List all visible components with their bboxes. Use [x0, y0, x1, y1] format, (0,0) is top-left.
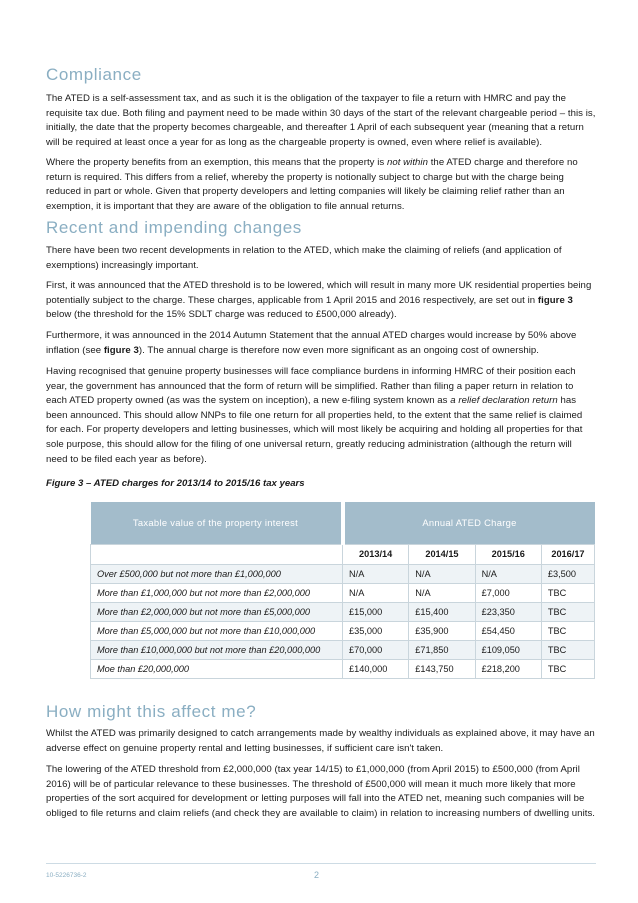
- year-header: 2013/14: [343, 544, 409, 564]
- recent-paragraph-4: Having recognised that genuine property businesses will face compliance burdens in informing HMRC of their position each year, the government has announced that the form of return will be simplified. Rather than filing a paper return in relation to each ATED property owned (as was the system on inception), a new e-filing system known as a relief declaration return has been announced. This should allow NNPs to file one return for all properties held, to the extent that the same relief is claimed for each. For property developers and letting businesses, which will most likely be acquiring and holding all properties for that sole purpose, this should allow for the filing of one universal return, greatly reducing administration (although the return will need to be filed each year as before).: [46, 366, 583, 465]
- charge-cell: £143,750: [409, 659, 475, 678]
- charge-cell: TBC: [541, 640, 594, 659]
- compliance-paragraph-1: The ATED is a self-assessment tax, and as such it is the obligation of the taxpayer to file a return with HMRC and pay the requisite tax due. Both filing and payment need to be made within 30 days of the start of the relevant chargeable period – this is, initially, the date that the property becomes chargeable, and thereafter 1 April of each subsequent year (meaning that a return will be required at least once a year for as long as the chargeable property is owned, even where relief is available).: [46, 93, 596, 148]
- charge-cell: N/A: [343, 564, 409, 583]
- year-header: 2014/15: [409, 544, 475, 564]
- charge-cell: £7,000: [475, 583, 541, 602]
- charge-cell: TBC: [541, 621, 594, 640]
- charge-cell: TBC: [541, 602, 594, 621]
- charge-cell: TBC: [541, 583, 594, 602]
- table-row: [91, 621, 595, 640]
- table-row: [91, 640, 595, 659]
- charge-cell: N/A: [343, 583, 409, 602]
- charge-cell: £3,500: [541, 564, 594, 583]
- table-row: [91, 602, 595, 621]
- recent-paragraph-2: First, it was announced that the ATED threshold is to be lowered, which will result in many more UK residential properties being potentially subject to the charge. These charges, applicable from 1 April 2015 and 2016 respectively, are set out in figure 3 below (the threshold for the 15% SDLT charge was reduced to £500,000 already).: [46, 280, 592, 321]
- footer-divider: [46, 863, 596, 864]
- table-header-annual-charge: Annual ATED Charge: [343, 502, 595, 544]
- table-row: [91, 564, 595, 583]
- heading-compliance: Compliance: [46, 65, 142, 84]
- band-label: More than £10,000,000 but not more than £20,000,000: [91, 640, 343, 659]
- band-label: More than £1,000,000 but not more than £2,000,000: [91, 583, 343, 602]
- band-label: More than £2,000,000 but not more than £5,000,000: [91, 602, 343, 621]
- figure-caption: Figure 3 – ATED charges for 2013/14 to 2015/16 tax years: [46, 478, 305, 489]
- affect-paragraph-2: The lowering of the ATED threshold from £2,000,000 (tax year 14/15) to £1,000,000 (from April 2015) to £500,000 (from April 2016) will be of particular relevance to these businesses. The threshold of £500,000 will mean it much more likely that more properties of the sort acquired for development or letting purposes will fall into the ATED net, meaning such companies will be obliged to file returns and claim reliefs (and check they are available to claim) in relation to increasing numbers of dwelling units.: [46, 764, 596, 819]
- heading-how-affect: How might this affect me?: [46, 702, 257, 721]
- charge-cell: £71,850: [409, 640, 475, 659]
- band-label: Moe than £20,000,000: [91, 659, 343, 678]
- recent-paragraph-1: There have been two recent developments in relation to the ATED, which make the claiming of reliefs (and application of exemptions) increasingly important.: [46, 245, 562, 271]
- year-header: 2016/17: [541, 544, 594, 564]
- affect-paragraph-1: Whilst the ATED was primarily designed to catch arrangements made by wealthy individuals as explained above, it may have an adverse effect on genuine property rental and letting businesses, if sufficient care isn't taken.: [46, 728, 595, 754]
- recent-paragraph-3: Furthermore, it was announced in the 2014 Autumn Statement that the annual ATED charges would increase by 50% above inflation (see figure 3). The annual charge is therefore now even more significant as an ongoing cost of ownership.: [46, 330, 577, 356]
- table-blank-cell: [91, 544, 343, 564]
- band-label: More than £5,000,000 but not more than £10,000,000: [91, 621, 343, 640]
- charge-cell: N/A: [409, 564, 475, 583]
- charge-cell: £35,900: [409, 621, 475, 640]
- charge-cell: £23,350: [475, 602, 541, 621]
- year-header: 2015/16: [475, 544, 541, 564]
- page-number: 2: [314, 870, 320, 880]
- table-row: [91, 659, 595, 678]
- heading-recent-changes: Recent and impending changes: [46, 218, 302, 237]
- charge-cell: £109,050: [475, 640, 541, 659]
- charge-cell: N/A: [409, 583, 475, 602]
- charge-cell: £15,000: [343, 602, 409, 621]
- charge-cell: N/A: [475, 564, 541, 583]
- charge-cell: £15,400: [409, 602, 475, 621]
- charge-cell: £140,000: [343, 659, 409, 678]
- charge-cell: £218,200: [475, 659, 541, 678]
- compliance-paragraph-2: Where the property benefits from an exemption, this means that the property is not within the ATED charge and therefore no return is required. This differs from a relief, whereby the property is notionally subject to charge but with the charge being reduced in part or whole. Given that property developers and letting companies will likely be claiming relief rather than an exemption, it is important that they are aware of the obligation to file annual returns.: [46, 157, 578, 212]
- table-row: [91, 583, 595, 602]
- charge-cell: £54,450: [475, 621, 541, 640]
- footer-reference: 10-5226736-2: [46, 872, 87, 879]
- band-label: Over £500,000 but not more than £1,000,000: [91, 564, 343, 583]
- charge-cell: TBC: [541, 659, 594, 678]
- charge-cell: £70,000: [343, 640, 409, 659]
- ated-charges-table: [90, 502, 595, 679]
- table-header-taxable-value: Taxable value of the property interest: [91, 502, 343, 544]
- charge-cell: £35,000: [343, 621, 409, 640]
